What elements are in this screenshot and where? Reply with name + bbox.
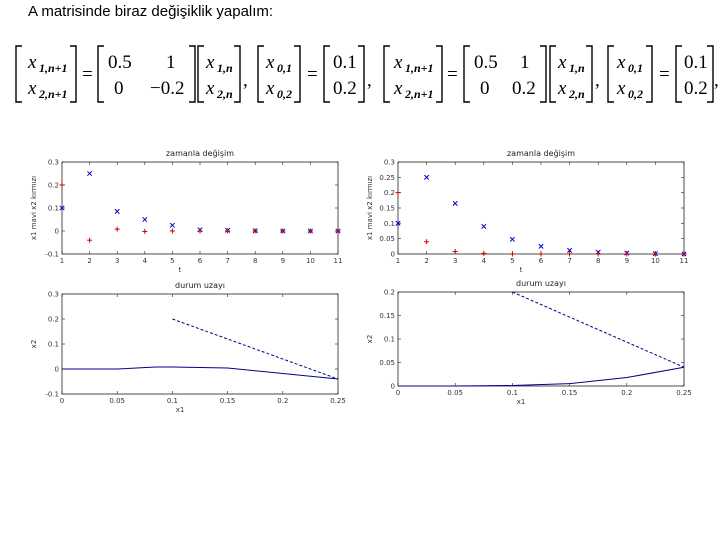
x-tick-label: 5 [510,257,515,265]
y-tick-label: 0.2 [383,288,395,297]
init-x2-sub: 0,2 [277,87,292,101]
plot-frame [398,292,684,386]
y-tick-label: 0.1 [383,335,395,344]
chart-svg [0,281,360,414]
x-tick-label: 0.25 [676,389,692,397]
x-tick-label: 0 [59,397,65,405]
bracket [436,46,442,102]
bracket [198,46,204,102]
matrix-a11: 0.5 [108,52,132,73]
y-tick-label: 0.2 [383,189,395,198]
init-x1: x [266,52,275,73]
x-tick-label: 0.2 [277,397,289,405]
x-tick-label: 10 [305,257,315,265]
plot-frame [398,162,684,254]
x-tick-label: 9 [280,257,286,265]
plot-time-2 [360,140,720,290]
y-tick-label: 0 [390,250,395,259]
lhs-x2: x [394,78,403,99]
bracket [646,46,652,102]
x-tick-label: 1 [59,257,65,265]
x-tick-label: 3 [452,257,458,265]
matrix-equations [0,42,720,106]
matrix-a21: 0 [480,78,490,99]
bracket [464,46,470,102]
x-tick-label: 11 [333,257,343,265]
x-tick-label: 8 [252,257,258,265]
matrix-a22: −0.2 [150,78,185,99]
bracket [358,46,364,102]
bracket [540,46,546,102]
bracket [384,46,390,102]
x-tick-label: 6 [538,257,544,265]
y-axis-label: x2 [366,334,374,344]
x-axis-label: x1 [516,398,526,406]
x-tick-label: 4 [142,257,148,265]
lhs-x1: x [394,52,403,73]
bracket [16,46,22,102]
matrix-a12: 1 [520,52,530,73]
init-v1: 0.1 [684,52,708,73]
bracket [676,46,682,102]
chart-title: durum uzayı [175,281,225,290]
comma: , [367,70,372,91]
init-v2: 0.2 [684,78,708,99]
y-axis-label: x1 mavi x2 kırmızı [366,175,374,241]
init-x2-sub: 0,2 [628,87,643,101]
lhs-x2: x [28,78,37,99]
plot-phase-1 [0,281,360,414]
x-axis-label: t [178,266,182,274]
matrix-a22: 0.2 [512,78,536,99]
y-tick-label: 0.15 [379,312,395,320]
bracket [70,46,76,102]
x-axis-label: x1 [175,406,185,414]
bracket [707,46,713,102]
y-tick-label: 0.3 [383,158,395,167]
y-tick-label: 0.2 [47,181,59,190]
bracket [294,46,300,102]
init-x1-sub: 0,1 [628,61,643,75]
bracket [98,46,104,102]
x-tick-label: 1 [395,257,401,265]
init-x2: x [266,78,275,99]
init-x1: x [617,52,626,73]
rhs-x2-sub: 2,n [217,87,233,101]
y-tick-label: 0.2 [47,315,59,324]
x-axis-label: t [519,266,523,274]
comma: , [243,70,248,91]
y-tick-label: 0.1 [47,204,59,213]
x-tick-label: 0.05 [447,389,463,397]
rhs-x2-sub: 2,n [569,87,585,101]
init-x1-sub: 0,1 [277,61,292,75]
y-tick-label: 0 [54,227,59,236]
x-tick-label: 2 [424,257,429,265]
comma: , [714,70,719,91]
chart-svg [360,140,720,290]
matrix-a21: 0 [114,78,124,99]
bracket [234,46,240,102]
slide-heading: A matrisinde biraz değişiklik yapalım: [28,3,274,20]
y-tick-label: -0.1 [45,250,59,259]
chart-svg [0,140,360,290]
bracket [258,46,264,102]
chart-title: zamanla değişim [165,149,235,158]
bracket [324,46,330,102]
x-tick-label: 0.1 [506,389,518,397]
rhs-x1-sub: 1,n [217,61,233,75]
y-tick-label: 0.25 [379,173,395,182]
lhs-x2-sub: 2,n+1 [405,87,434,101]
rhs-x2: x [206,78,215,99]
plot-phase-2 [360,279,720,413]
x-tick-label: 5 [170,257,175,265]
x-tick-label: 0.05 [109,397,125,405]
rhs-x1-sub: 1,n [569,61,585,75]
x-tick-label: 0.25 [330,397,346,405]
equals-sign: = [447,64,458,85]
y-tick-label: 0.1 [47,340,59,349]
lhs-x1-sub: 1,n+1 [39,61,68,75]
x-tick-label: 9 [624,257,630,265]
plot-frame [62,294,338,394]
x-tick-label: 10 [650,257,660,265]
rhs-x1: x [558,52,567,73]
y-axis-label: x1 mavi x2 kırmızı [30,175,38,241]
y-tick-label: 0.3 [47,158,59,167]
rhs-x1: x [206,52,215,73]
x-tick-label: 0.1 [166,397,178,405]
equation-1 [16,46,372,102]
equation-2 [384,46,719,102]
y-tick-label: -0.1 [45,390,59,399]
y-tick-label: 0 [390,382,395,391]
x-tick-label: 4 [481,257,487,265]
y-tick-label: 0 [54,365,59,374]
x-tick-label: 0.2 [621,389,633,397]
y-tick-label: 0.05 [379,235,395,244]
init-v1: 0.1 [333,52,357,73]
chart-svg [360,279,720,413]
comma: , [595,70,600,91]
y-axis-label: x2 [30,339,38,349]
init-x2: x [617,78,626,99]
lhs-x1: x [28,52,37,73]
x-tick-label: 7 [567,257,572,265]
x-tick-label: 11 [679,257,689,265]
x-tick-label: 3 [114,257,120,265]
init-v2: 0.2 [333,78,357,99]
x-tick-label: 0.15 [219,397,236,405]
x-tick-label: 2 [87,257,92,265]
y-tick-label: 0.05 [379,359,395,367]
bracket [586,46,592,102]
matrix-a12: 1 [166,52,176,73]
equals-sign: = [82,64,93,85]
y-tick-label: 0.3 [47,290,59,299]
plot-frame [62,162,338,254]
equals-sign: = [659,64,670,85]
y-tick-label: 0.15 [379,204,395,213]
plot-time-1 [0,140,360,290]
lhs-x1-sub: 1,n+1 [405,61,434,75]
bracket [608,46,614,102]
x-tick-label: 8 [595,257,601,265]
x-tick-label: 7 [225,257,230,265]
lhs-x2-sub: 2,n+1 [39,87,68,101]
chart-title: zamanla değişim [506,149,576,158]
y-tick-label: 0.1 [383,219,395,228]
chart-title: durum uzayı [516,279,566,288]
rhs-x2: x [558,78,567,99]
x-tick-label: 0.15 [561,389,578,397]
equals-sign: = [307,64,318,85]
x-tick-label: 0 [395,389,401,397]
bracket [550,46,556,102]
x-tick-label: 6 [197,257,203,265]
bracket [189,46,195,102]
matrix-a11: 0.5 [474,52,498,73]
